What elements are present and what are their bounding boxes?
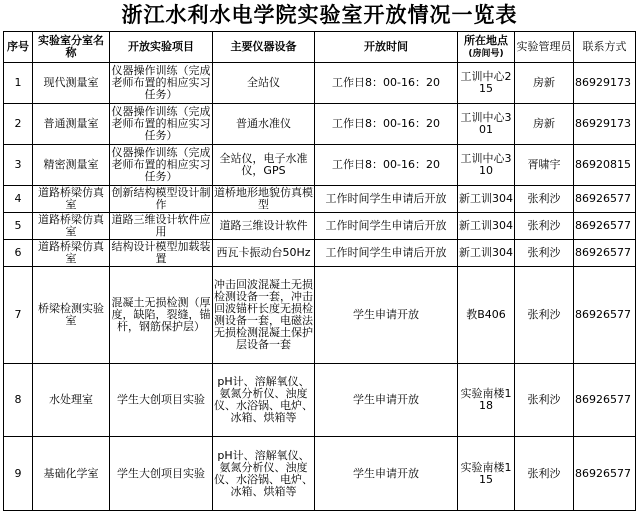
cell-equipment: 普通水准仪: [213, 104, 315, 145]
cell-equipment: 道路三维设计软件: [213, 213, 315, 240]
cell-project: 混凝土无损检测（厚度，缺陷，裂缝，锚杆，钢筋保护层）: [110, 267, 213, 364]
cell-project: 结构设计模型加载装置: [111, 240, 211, 265]
header-location-sub: (房间号): [468, 48, 504, 59]
cell-project: 创新结构模型设计制作: [111, 186, 211, 211]
cell-project: 仪器操作训练（完成老师布置的相应实习任务）: [110, 145, 213, 186]
cell-location: 新工训304: [458, 186, 515, 213]
cell-project: 学生大创项目实验: [110, 437, 213, 511]
cell-equipment: 道桥地形地貌仿真模型: [214, 186, 313, 211]
cell-room: 现代测量室: [33, 63, 110, 104]
cell-no: 5: [4, 213, 33, 240]
cell-room: 普通测量室: [33, 104, 110, 145]
cell-room: 桥梁检测实验室: [33, 267, 110, 364]
cell-location: 工训中心215: [458, 63, 515, 104]
cell-time: 学生申请开放: [315, 437, 458, 511]
cell-location: 教B406: [458, 267, 515, 364]
header-project: 开放实验项目: [110, 32, 213, 63]
cell-time: 学生申请开放: [315, 267, 458, 364]
cell-equipment: pH计、溶解氧仪、氨氮分析仪、浊度仪、水浴锅、电炉、冰箱、烘箱等: [213, 364, 315, 437]
cell-contact: 86926577: [574, 186, 636, 213]
cell-no: 9: [4, 437, 33, 511]
cell-contact: 86920815: [574, 145, 636, 186]
cell-contact: 86929173: [574, 104, 636, 145]
cell-equipment: 全站仪，电子水准仪，GPS: [213, 145, 315, 186]
header-no: 序号: [4, 32, 33, 63]
cell-room: 水处理室: [33, 364, 110, 437]
header-admin: 实验管理员: [515, 32, 574, 63]
cell-time: 工作时间学生申请后开放: [315, 240, 458, 267]
cell-contact: 86926577: [574, 267, 636, 364]
cell-equipment: 西瓦卡振动台50Hz: [213, 240, 315, 267]
cell-admin: 房新: [515, 63, 574, 104]
cell-no: 2: [4, 104, 33, 145]
header-contact: 联系方式: [574, 32, 636, 63]
cell-time: 工作时间学生申请后开放: [315, 186, 458, 213]
cell-room: 道路桥梁仿真室: [33, 213, 110, 240]
table-row: [4, 145, 636, 186]
cell-location: 实验南楼118: [458, 364, 515, 437]
cell-time: 工作日8：00-16：20: [315, 63, 458, 104]
cell-contact: 86926577: [574, 213, 636, 240]
cell-location: 新工训304: [458, 240, 515, 267]
cell-project: 道路三维设计软件应用: [111, 213, 211, 238]
cell-time: 工作时间学生申请后开放: [315, 213, 458, 240]
table-row: [4, 364, 636, 437]
cell-equipment: 冲击回波混凝土无损检测设备一套，冲击回波锚杆长度无损检测设备一套，电磁法无损检测混凝土保护层设备一套: [213, 267, 315, 364]
cell-no: 3: [4, 145, 33, 186]
cell-contact: 86926577: [574, 437, 636, 511]
cell-admin: 张利沙: [515, 186, 574, 213]
cell-no: 8: [4, 364, 33, 437]
cell-admin: 张利沙: [515, 240, 574, 267]
header-equipment: 主要仪器设备: [213, 32, 315, 63]
cell-contact: 86929173: [574, 63, 636, 104]
cell-no: 6: [4, 240, 33, 267]
header-time: 开放时间: [315, 32, 458, 63]
cell-no: 1: [4, 63, 33, 104]
cell-room: 基础化学室: [33, 437, 110, 511]
cell-time: 学生申请开放: [315, 364, 458, 437]
cell-location: 工训中心301: [458, 104, 515, 145]
cell-time: 工作日8：00-16：20: [315, 145, 458, 186]
cell-room: 精密测量室: [33, 145, 110, 186]
table-row: [4, 213, 636, 240]
cell-admin: 胥啸宇: [515, 145, 574, 186]
table-row: [4, 437, 636, 511]
table-row: [4, 63, 636, 104]
cell-location: 工训中心310: [458, 145, 515, 186]
table-row: [4, 104, 636, 145]
header-row: [4, 32, 636, 63]
cell-location: 新工训304: [458, 213, 515, 240]
cell-equipment: 全站仪: [213, 63, 315, 104]
cell-equipment: pH计、溶解氧仪、氨氮分析仪、浊度仪、水浴锅、电炉、冰箱、烘箱等: [213, 437, 315, 511]
table-row: [4, 267, 636, 364]
cell-project: 仪器操作训练（完成老师布置的相应实习任务）: [110, 104, 213, 145]
header-location: [458, 32, 515, 63]
cell-time: 工作日8：00-16：20: [315, 104, 458, 145]
page-title: 浙江水利水电学院实验室开放情况一览表: [121, 3, 518, 27]
lab-open-table: [3, 31, 636, 511]
header-location-label: 所在地点: [464, 33, 508, 47]
cell-location: 实验南楼115: [458, 437, 515, 511]
cell-contact: 86926577: [574, 240, 636, 267]
cell-project: 仪器操作训练（完成老师布置的相应实习任务）: [110, 63, 213, 104]
cell-room: 道路桥梁仿真室: [33, 186, 110, 213]
header-room: 实验室分室名称: [33, 32, 110, 63]
cell-admin: 张利沙: [515, 213, 574, 240]
cell-contact: 86926577: [574, 364, 636, 437]
cell-admin: 房新: [515, 104, 574, 145]
table-row: [4, 240, 636, 267]
cell-admin: 张利沙: [515, 437, 574, 511]
cell-admin: 张利沙: [515, 267, 574, 364]
cell-room: 道路桥梁仿真室: [33, 240, 110, 267]
cell-project: 学生大创项目实验: [110, 364, 213, 437]
table-row: [4, 186, 636, 213]
cell-no: 7: [4, 267, 33, 364]
cell-admin: 张利沙: [515, 364, 574, 437]
cell-no: 4: [4, 186, 33, 213]
